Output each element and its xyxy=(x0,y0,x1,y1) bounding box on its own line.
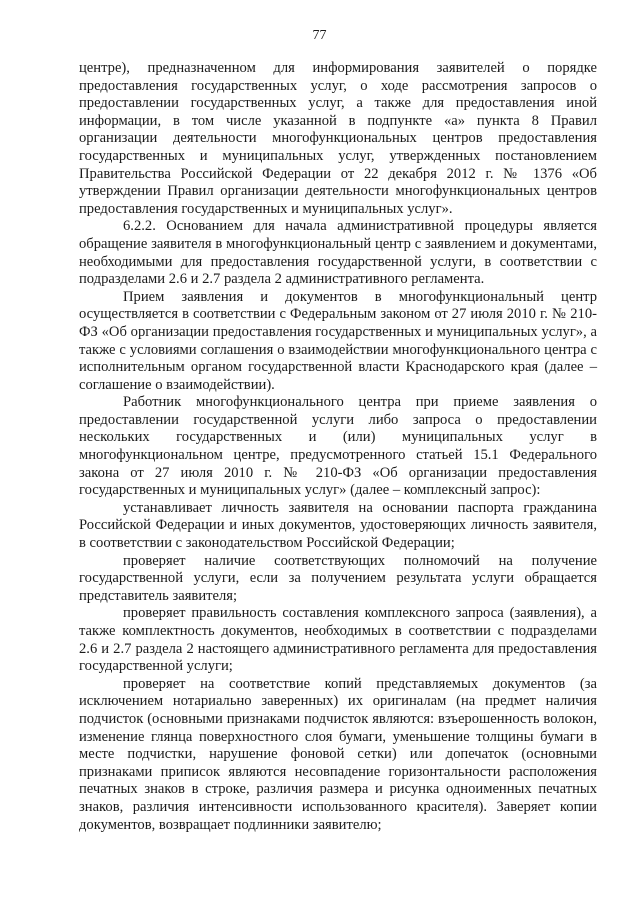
body-text xyxy=(79,60,597,834)
paragraph: проверяет правильность составления комплексного запроса (заявления), а также комплектность документов, необходимых в соответствии с подразделами 2.6 и 2.7 раздела 2 настоящего административного регламента для предоставления государственной услуги; xyxy=(79,605,597,675)
paragraph: Работник многофункционального центра при приеме заявления о предоставлении государственной услуги либо запроса о предоставлении нескольких государственных и (или) муниципальных услуг в многофункциональном центре, предусмотренного статьей 15.1 Федерального закона от 27 июля 2010 г. № 210-ФЗ «Об организации предоставления государственных и муниципальных услуг» (далее – комплексный запрос): xyxy=(79,394,597,499)
paragraph: 6.2.2. Основанием для начала административной процедуры является обращение заявителя в многофункциональный центр с заявлением и документами, необходимыми для предоставления государственной услуги, в соответствии с подразделами 2.6 и 2.7 раздела 2 административного регламента. xyxy=(79,218,597,288)
paragraph: проверяет наличие соответствующих полномочий на получение государственной услуги, если за получением результата услуги обращается представитель заявителя; xyxy=(79,552,597,604)
paragraph: Прием заявления и документов в многофункциональный центр осуществляется в соответствии с Федеральным законом от 27 июля 2010 г. № 210-ФЗ «Об организации предоставления государственных и муниципальных услуг», а также с условиями соглашения о взаимодействии многофункционального центра с исполнительным органом государственной власти Краснодарского края (далее – соглашение о взаимодействии). xyxy=(79,288,597,393)
page-number: 77 xyxy=(312,28,327,43)
paragraph: центре), предназначенном для информирования заявителей о порядке предоставления государственных услуг, о ходе рассмотрения запросов о предоставлении государственных услуг, а также для предоставления иной информации, в том числе указанной в подпункте «а» пункта 8 Правил организации деятельности многофункциональных центров предоставления государственных и муниципальных услуг, утвержденных постановлением Правительства Российской Федерации от 22 декабря 2012 г. № 1376 «Об утверждении Правил организации деятельности многофункциональных центров предоставления государственных и муниципальных услуг». xyxy=(79,60,597,217)
paragraph: устанавливает личность заявителя на основании паспорта гражданина Российской Федерации и иных документов, удостоверяющих личность заявителя, в соответствии с законодательством Российской Федерации; xyxy=(79,499,597,552)
paragraph: проверяет на соответствие копий представляемых документов (за исключением нотариально заверенных) их оригиналам (на предмет наличия подчисток (основными признаками подчисток являются: взъерошенность волокон, изменение глянца поверхностного слоя бумаги, уменьшение толщины бумаги в месте подчистки, нарушение фоновой сетки) или допечаток (основными признаками приписок являются несовпадение горизонтальности расположения печатных знаков в строке, различия размера и рисунка одноименных печатных знаков, различия интенсивности использованного красителя). Заверяет копии документов, возвращает подлинники заявителю; xyxy=(79,675,597,833)
